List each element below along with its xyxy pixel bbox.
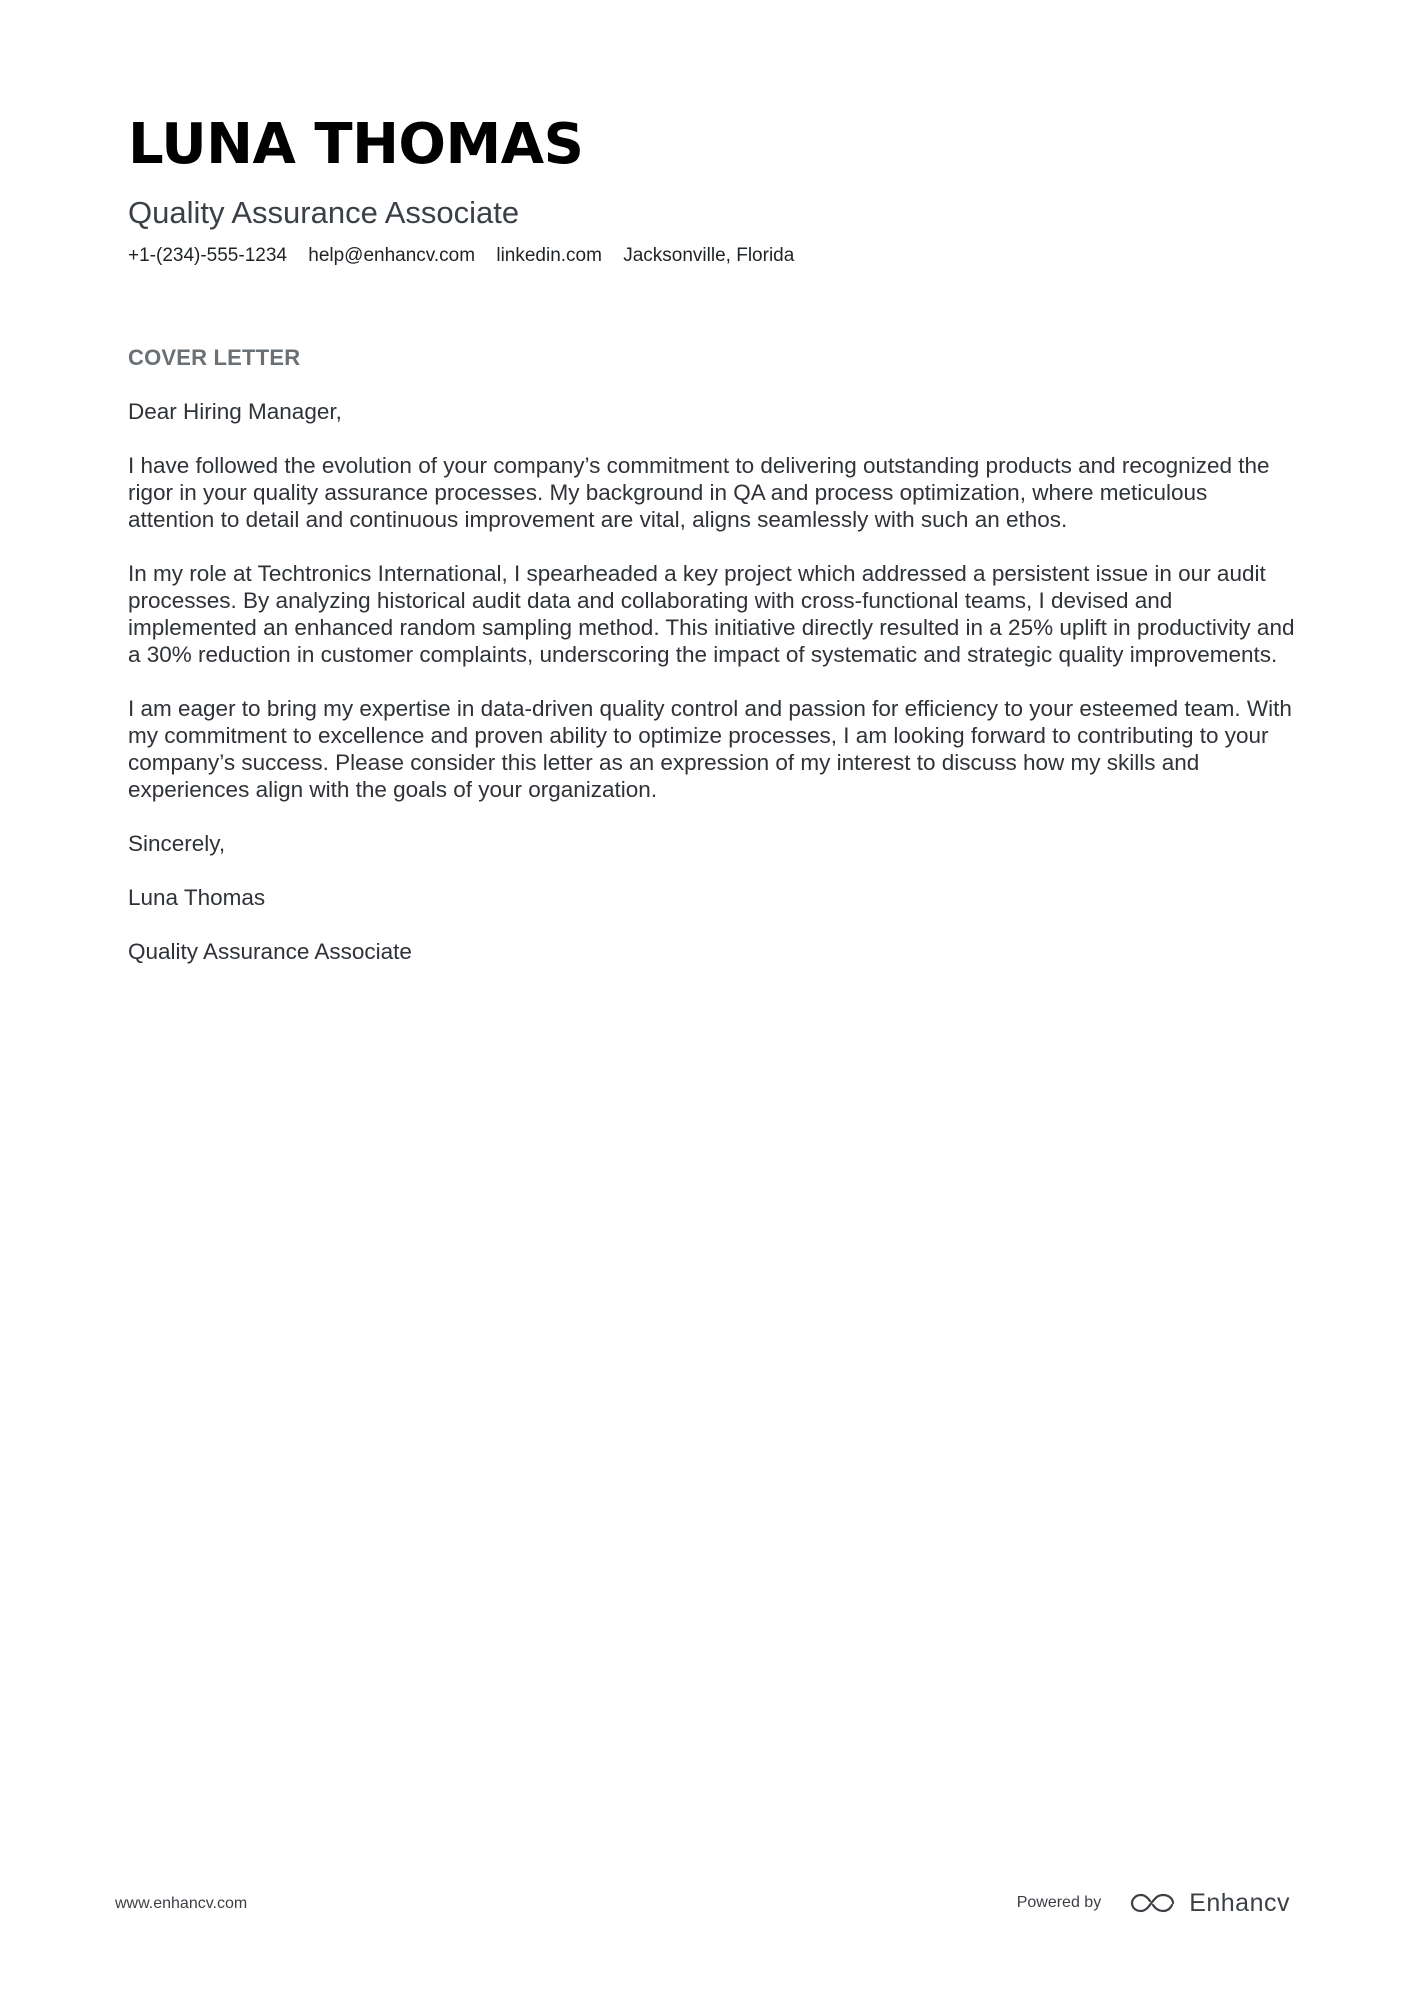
paragraph-1: I have followed the evolution of your company’s commitment to delivering outstanding products and recognized the rigor in your quality assurance processes. My background in QA and process optimization, where meticulous attention to detail and continuous improvement are vital, aligns seamlessly with such an ethos. [128, 453, 1270, 532]
header [128, 112, 1288, 268]
footer-website[interactable]: www.enhancv.com [115, 1895, 248, 1912]
contact-line [128, 244, 1288, 268]
signature-name: Luna Thomas [128, 885, 266, 910]
powered-by-label: Powered by [1016, 1894, 1102, 1911]
section-heading: COVER LETTER [128, 345, 301, 370]
contact-phone: +1-(234)-555-1234 [128, 245, 287, 266]
brand-name: Enhancv [1189, 1888, 1290, 1917]
contact-email: help@enhancv.com [308, 245, 476, 266]
paragraph-3: I am eager to bring my expertise in data-driven quality control and passion for efficiency to your esteemed team. With my commitment to excellence and proven ability to optimize processes, I am looking forward to contributing to your company’s success. Please consider this letter as an expression of my interest to discuss how my skills and experiences align with the goals of your organization. [128, 696, 1292, 802]
enhancv-logo-icon [1129, 1891, 1177, 1915]
paragraph-2: In my role at Techtronics International, I spearheaded a key project which addressed a persistent issue in our audit processes. By analyzing historical audit data and collaborating with cross-functional teams, I devised and implemented an enhanced random sampling method. This initiative directly resulted in a 25% uplift in productivity and a 30% reduction in customer complaints, underscoring the impact of systematic and strategic quality improvements. [128, 561, 1295, 667]
contact-linkedin: linkedin.com [496, 245, 602, 266]
salutation: Dear Hiring Manager, [128, 399, 342, 424]
footer-branding [1017, 1888, 1290, 1918]
applicant-title: Quality Assurance Associate [128, 195, 520, 230]
signature-title: Quality Assurance Associate [128, 939, 412, 964]
letter-body [128, 344, 1296, 992]
applicant-name: LUNA THOMAS [128, 112, 584, 177]
closing: Sincerely, [128, 831, 226, 856]
contact-location: Jacksonville, Florida [623, 245, 795, 266]
